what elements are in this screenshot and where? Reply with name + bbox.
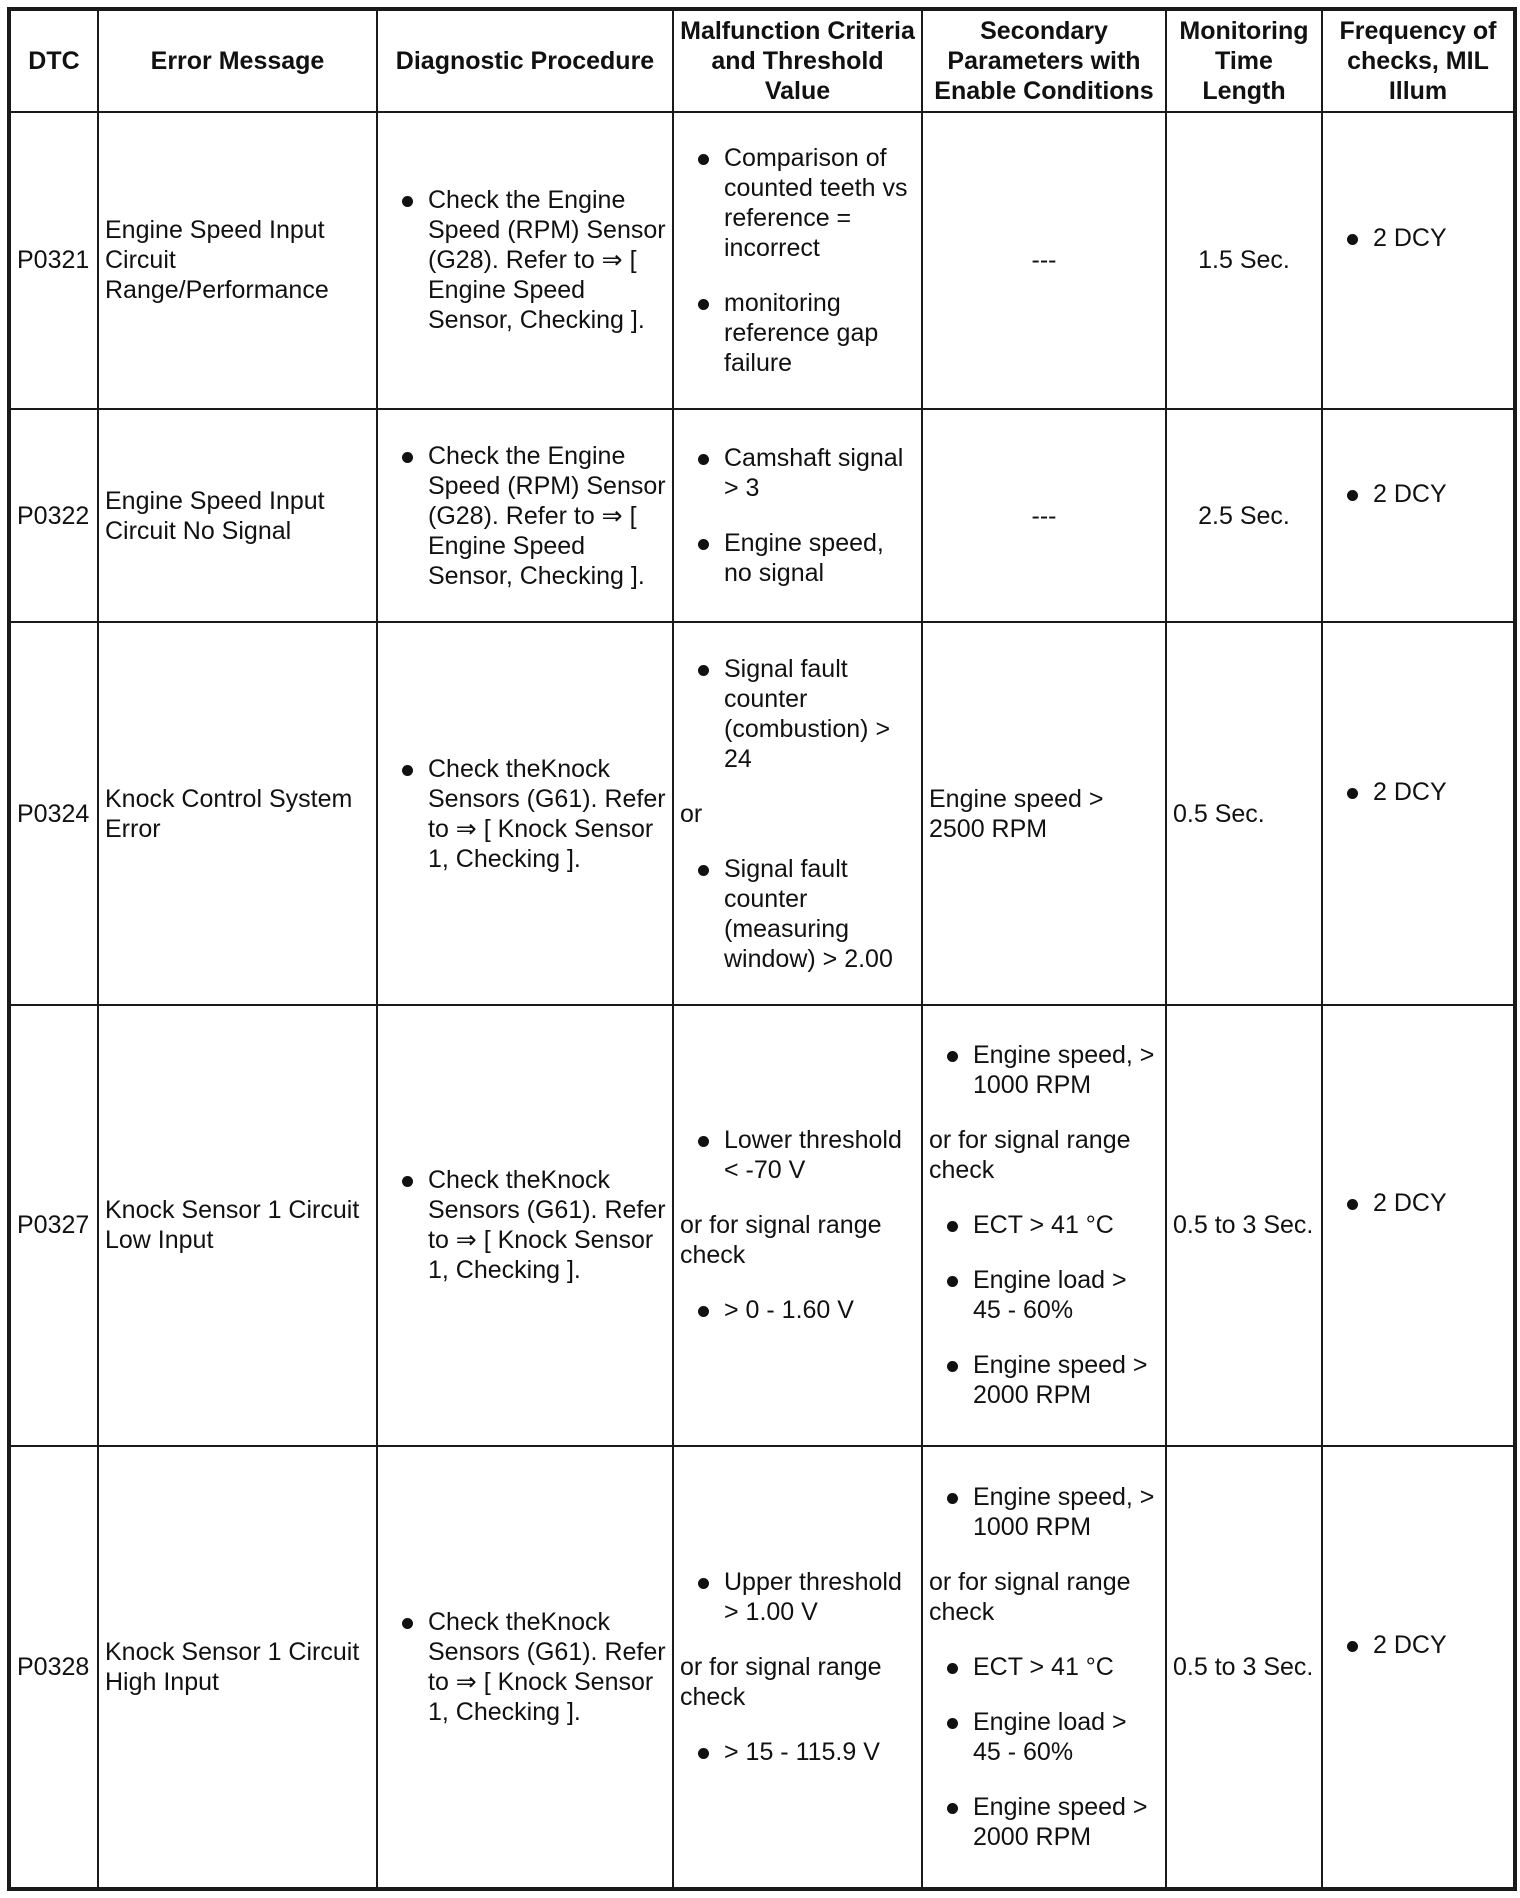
dtc-code xyxy=(9,112,98,409)
bullet-text: Signal fault counter (measuring window) > 2.00 xyxy=(724,854,893,973)
bullet-icon xyxy=(402,452,413,463)
error-message-text: Knock Sensor 1 Circuit High Input xyxy=(105,1638,360,1697)
item-gap xyxy=(929,1240,1159,1265)
diagnostic-procedure xyxy=(377,1446,673,1889)
diagnostic-procedure xyxy=(377,112,673,409)
bullet-item xyxy=(929,1040,1159,1100)
header-secondary-parameters: Secondary Parameters with Enable Conditions xyxy=(922,9,1166,112)
error-message-text: Engine Speed Input Circuit No Signal xyxy=(105,486,325,545)
monitoring-time-text: 1.5 Sec. xyxy=(1198,246,1290,275)
procedure-text: Check the Engine Speed (RPM) Sensor (G28). Refer to ⇒ [ Engine Speed Sensor, Checking ]. xyxy=(428,441,666,590)
dtc-code-text: P0327 xyxy=(17,1211,90,1240)
table-row-p0327 xyxy=(9,1005,1515,1447)
malfunction-criteria xyxy=(673,1446,922,1889)
table-row-p0322 xyxy=(9,409,1515,623)
bullet-item xyxy=(680,528,915,588)
item-gap xyxy=(929,1542,1159,1567)
bullet-item xyxy=(680,1125,915,1185)
item-gap xyxy=(680,263,915,288)
bullet-item xyxy=(680,288,915,378)
bullet-text: Lower threshold < -70 V xyxy=(724,1126,902,1185)
bullet-icon xyxy=(698,1136,709,1147)
bullet-text: Engine speed, > 1000 RPM xyxy=(973,1041,1155,1100)
item-gap xyxy=(929,1767,1159,1792)
bullet-item xyxy=(929,1265,1159,1325)
frequency xyxy=(1322,409,1515,623)
secondary-parameters xyxy=(922,1005,1166,1447)
bullet-text: Engine load > 45 - 60% xyxy=(973,1708,1127,1767)
item-gap xyxy=(680,503,915,528)
plain-text: or xyxy=(680,799,703,828)
frequency-text: 2 DCY xyxy=(1373,224,1447,253)
frequency-text: 2 DCY xyxy=(1373,1189,1447,1218)
bullet-icon xyxy=(698,154,709,165)
bullet-icon xyxy=(1347,234,1358,245)
monitoring-time xyxy=(1166,112,1322,409)
bullet-item xyxy=(680,143,915,263)
bullet-text: Engine speed > 2000 RPM xyxy=(973,1351,1148,1410)
frequency xyxy=(1322,1446,1515,1889)
bullet-icon xyxy=(947,1493,958,1504)
table-row-p0321 xyxy=(9,112,1515,409)
bullet-icon xyxy=(947,1803,958,1814)
error-message xyxy=(98,1005,377,1447)
bullet-icon xyxy=(698,665,709,676)
frequency-text: 2 DCY xyxy=(1373,479,1447,508)
bullet-item xyxy=(929,1652,1159,1682)
secondary-parameters xyxy=(922,112,1166,409)
frequency-text: 2 DCY xyxy=(1373,1631,1447,1660)
header-monitoring-time: Monitoring Time Length xyxy=(1166,9,1322,112)
plain-text: or for signal range check xyxy=(929,1126,1131,1185)
frequency-bullet xyxy=(1329,1188,1507,1218)
item-gap xyxy=(680,829,915,854)
header-row xyxy=(9,9,1515,112)
bullet-item xyxy=(680,654,915,774)
bullet-icon xyxy=(947,1718,958,1729)
bullet-text: ECT > 41 °C xyxy=(973,1211,1114,1240)
bullet-icon xyxy=(947,1221,958,1232)
error-message-text: Engine Speed Input Circuit Range/Performance xyxy=(105,216,329,305)
frequency-bullet xyxy=(1329,1630,1507,1660)
error-message-text: Knock Control System Error xyxy=(105,784,353,843)
item-gap xyxy=(929,1682,1159,1707)
document-page xyxy=(7,7,1513,1891)
bullet-item xyxy=(680,443,915,503)
plain-text: or for signal range check xyxy=(680,1653,882,1712)
item-gap xyxy=(680,1712,915,1737)
monitoring-time xyxy=(1166,622,1322,1004)
table-row-p0328 xyxy=(9,1446,1515,1889)
secondary-parameters xyxy=(922,409,1166,623)
bullet-text: Comparison of counted teeth vs reference = incorrect xyxy=(724,143,908,262)
frequency-bullet xyxy=(1329,479,1507,509)
bullet-icon xyxy=(947,1051,958,1062)
bullet-text: Engine speed, no signal xyxy=(724,529,884,588)
bullet-item xyxy=(680,1567,915,1627)
frequency-text: 2 DCY xyxy=(1373,777,1447,806)
bullet-text: Upper threshold > 1.00 V xyxy=(724,1568,902,1627)
bullet-text: > 0 - 1.60 V xyxy=(724,1296,854,1325)
monitoring-time xyxy=(1166,1446,1322,1889)
dtc-code xyxy=(9,409,98,623)
bullet-icon xyxy=(947,1276,958,1287)
bullet-icon xyxy=(1347,490,1358,501)
bullet-text: > 15 - 115.9 V xyxy=(724,1738,880,1767)
dtc-table xyxy=(7,7,1517,1891)
procedure-bullet xyxy=(384,1165,666,1285)
monitoring-time-text: 0.5 to 3 Sec. xyxy=(1173,1653,1314,1682)
item-gap xyxy=(929,1627,1159,1652)
plain-text: or for signal range check xyxy=(680,1211,882,1270)
monitoring-time-text: 0.5 Sec. xyxy=(1173,799,1265,828)
procedure-text: Check the Engine Speed (RPM) Sensor (G28). Refer to ⇒ [ Engine Speed Sensor, Checking ]. xyxy=(428,186,666,335)
item-gap xyxy=(929,1325,1159,1350)
header-frequency: Frequency of checks, MIL Illum xyxy=(1322,9,1515,112)
bullet-item xyxy=(929,1210,1159,1240)
bullet-icon xyxy=(698,539,709,550)
frequency xyxy=(1322,1005,1515,1447)
secondary-text: --- xyxy=(1031,246,1057,275)
monitoring-time xyxy=(1166,1005,1322,1447)
error-message xyxy=(98,112,377,409)
secondary-parameters xyxy=(922,622,1166,1004)
frequency xyxy=(1322,112,1515,409)
bullet-icon xyxy=(402,1176,413,1187)
dtc-code-text: P0328 xyxy=(17,1653,90,1682)
error-message xyxy=(98,409,377,623)
procedure-bullet xyxy=(384,754,666,874)
bullet-text: Signal fault counter (combustion) > 24 xyxy=(724,654,891,773)
bullet-icon xyxy=(1347,1199,1358,1210)
bullet-text: ECT > 41 °C xyxy=(973,1653,1114,1682)
bullet-icon xyxy=(698,454,709,465)
bullet-icon xyxy=(1347,788,1358,799)
bullet-icon xyxy=(402,765,413,776)
item-gap xyxy=(680,1185,915,1210)
item-gap xyxy=(680,1627,915,1652)
item-gap xyxy=(929,1100,1159,1125)
procedure-text: Check theKnock Sensors (G61). Refer to ⇒ [ Knock Sensor 1, Checking ]. xyxy=(428,754,666,873)
header-malfunction-criteria: Malfunction Criteria and Threshold Value xyxy=(673,9,922,112)
procedure-text: Check theKnock Sensors (G61). Refer to ⇒ [ Knock Sensor 1, Checking ]. xyxy=(428,1166,666,1285)
dtc-code xyxy=(9,622,98,1004)
malfunction-criteria xyxy=(673,1005,922,1447)
frequency-bullet xyxy=(1329,777,1507,807)
malfunction-criteria xyxy=(673,112,922,409)
monitoring-time xyxy=(1166,409,1322,623)
error-message xyxy=(98,622,377,1004)
diagnostic-procedure xyxy=(377,1005,673,1447)
header-error-message: Error Message xyxy=(98,9,377,112)
bullet-icon xyxy=(698,865,709,876)
frequency-bullet xyxy=(1329,223,1507,253)
header-dtc: DTC xyxy=(9,9,98,112)
procedure-text: Check theKnock Sensors (G61). Refer to ⇒ [ Knock Sensor 1, Checking ]. xyxy=(428,1608,666,1727)
item-gap xyxy=(929,1185,1159,1210)
procedure-bullet xyxy=(384,185,666,335)
bullet-icon xyxy=(402,196,413,207)
frequency xyxy=(1322,622,1515,1004)
secondary-text: Engine speed > 2500 RPM xyxy=(929,784,1104,843)
bullet-icon xyxy=(402,1618,413,1629)
bullet-icon xyxy=(698,1306,709,1317)
bullet-text: Engine speed, > 1000 RPM xyxy=(973,1483,1155,1542)
dtc-code xyxy=(9,1005,98,1447)
secondary-parameters xyxy=(922,1446,1166,1889)
bullet-item xyxy=(680,854,915,974)
header-diagnostic-procedure: Diagnostic Procedure xyxy=(377,9,673,112)
monitoring-time-text: 0.5 to 3 Sec. xyxy=(1173,1211,1314,1240)
bullet-icon xyxy=(698,1578,709,1589)
bullet-item xyxy=(680,1737,915,1767)
item-gap xyxy=(680,1270,915,1295)
bullet-icon xyxy=(947,1663,958,1674)
plain-text: or for signal range check xyxy=(929,1568,1131,1627)
monitoring-time-text: 2.5 Sec. xyxy=(1198,501,1290,530)
error-message-text: Knock Sensor 1 Circuit Low Input xyxy=(105,1196,360,1255)
bullet-icon xyxy=(1347,1641,1358,1652)
dtc-code-text: P0322 xyxy=(17,501,90,530)
bullet-icon xyxy=(947,1361,958,1372)
bullet-item xyxy=(929,1707,1159,1767)
procedure-bullet xyxy=(384,441,666,591)
malfunction-criteria xyxy=(673,622,922,1004)
dtc-code-text: P0321 xyxy=(17,246,90,275)
bullet-item xyxy=(929,1482,1159,1542)
table-row-p0324 xyxy=(9,622,1515,1004)
bullet-icon xyxy=(698,299,709,310)
bullet-icon xyxy=(698,1748,709,1759)
dtc-code-text: P0324 xyxy=(17,799,90,828)
bullet-text: Engine speed > 2000 RPM xyxy=(973,1793,1148,1852)
bullet-text: Engine load > 45 - 60% xyxy=(973,1266,1127,1325)
bullet-text: Camshaft signal > 3 xyxy=(724,444,904,503)
bullet-item xyxy=(929,1350,1159,1410)
diagnostic-procedure xyxy=(377,409,673,623)
procedure-bullet xyxy=(384,1607,666,1727)
diagnostic-procedure xyxy=(377,622,673,1004)
error-message xyxy=(98,1446,377,1889)
item-gap xyxy=(680,774,915,799)
bullet-text: monitoring reference gap failure xyxy=(724,288,879,377)
bullet-item xyxy=(680,1295,915,1325)
malfunction-criteria xyxy=(673,409,922,623)
secondary-text: --- xyxy=(1031,501,1057,530)
dtc-code xyxy=(9,1446,98,1889)
bullet-item xyxy=(929,1792,1159,1852)
